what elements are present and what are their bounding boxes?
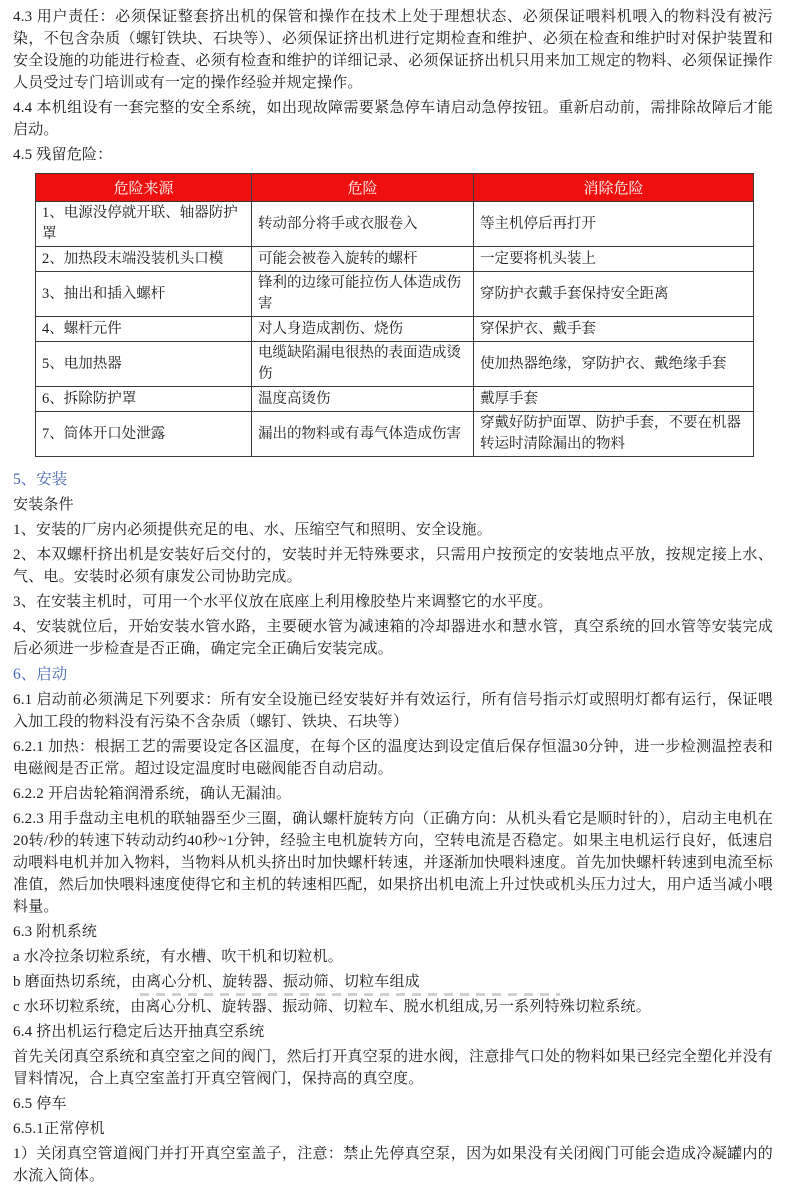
table-row (36, 387, 754, 412)
section-6-startup-heading: 6、启动 (13, 666, 68, 683)
startup-6-3-item-a: a 水冷拉条切粒系统，有水槽、吹干机和切粒机。 (13, 949, 344, 965)
table-cell: 可能会被卷入旋转的螺杆 (252, 247, 474, 272)
table-cell: 穿防护衣戴手套保持安全距离 (474, 272, 754, 317)
table-cell: 温度高烫伤 (252, 387, 474, 412)
startup-6-5-1-item-1: 1）关闭真空管道阀门并打开真空室盖子，注意：禁止先停真空泵，因为如果没有关闭阀门可能会造成冷凝罐内的水流入筒体。 (13, 1146, 773, 1184)
startup-6-1: 6.1 启动前必须满足下列要求：所有安全设施已经安装好并有效运行，所有信号指示灯或照明灯都有运行，保证喂入加工段的物料没有污染不含杂质（螺钉、铁块、石块等） (13, 692, 773, 730)
startup-6-5-stop: 6.5 停车 (13, 1096, 67, 1112)
table-row (36, 247, 754, 272)
install-item-4: 4、安装就位后，开始安装水管水路，主要硬水管为减速箱的冷却器进水和慧水管，真空系统的回水管等安装完成后必须进一步检查是否正确，确定完全正确后安装完成。 (13, 619, 773, 657)
hazard-table-header-danger: 危险 (252, 174, 474, 202)
table-cell: 戴厚手套 (474, 387, 754, 412)
table-cell: 对人身造成割伤、烧伤 (252, 317, 474, 342)
table-row (36, 342, 754, 387)
table-row (36, 272, 754, 317)
startup-6-2-2-gearbox: 6.2.2 开启齿轮箱润滑系统，确认无漏油。 (13, 786, 292, 802)
table-cell: 电缆缺陷漏电很热的表面造成烫伤 (252, 342, 474, 387)
table-cell: 使加热器绝缘，穿防护衣、戴绝缘手套 (474, 342, 754, 387)
section-5-install-heading: 5、安装 (13, 471, 68, 488)
table-cell: 6、拆除防护罩 (36, 387, 252, 412)
paragraph-4-5-residual-hazard: 4.5 残留危险： (13, 147, 113, 163)
hazard-table-header-elimination: 消除危险 (474, 174, 754, 202)
table-cell: 转动部分将手或衣服卷入 (252, 202, 474, 247)
install-item-1: 1、安装的厂房内必须提供充足的电、水、压缩空气和照明、安全设施。 (13, 522, 492, 538)
table-row (36, 317, 754, 342)
table-row (36, 202, 754, 247)
table-cell: 1、电源没停就开联、轴器防护罩 (36, 202, 252, 247)
table-cell: 锋利的边缘可能拉伤人体造成伤害 (252, 272, 474, 317)
startup-6-3-item-b: b 磨面热切系统，由离心分机、旋转器、振动筛、切粒车组成 (13, 974, 420, 990)
table-cell: 5、电加热器 (36, 342, 252, 387)
table-cell: 2、加热段末端没装机头口模 (36, 247, 252, 272)
startup-6-3-auxiliary: 6.3 附机系统 (13, 924, 98, 940)
startup-6-3-item-c: c 水环切粒系统，由离心分机、旋转器、振动筛、切粒车、脱水机组成,另一系列特殊切粒系统。 (13, 999, 651, 1015)
table-cell: 7、筒体开口处泄露 (36, 412, 252, 457)
install-conditions-label: 安装条件 (13, 497, 74, 513)
table-cell: 4、螺杆元件 (36, 317, 252, 342)
table-cell: 漏出的物料或有毒气体造成伤害 (252, 412, 474, 457)
startup-6-2-3-motor: 6.2.3 用手盘动主电机的联轴器至少三圈，确认螺杆旋转方向（正确方向：从机头看它是顺时针的），启动主电机在20转/秒的转速下转动动约40秒~1分钟，经验主电机旋转方向，空转电流是否稳定。如果主电机运行良好，低速启动喂料电机并加入物料，当物料从机头挤出时加快螺杆转速，并逐渐加快喂料速度。首先加快螺杆转速到电流至标准值，然后加快喂料速度使得它和主机的转速相匹配，如果挤出机电流上升过快或机头压力过大，用户适当减小喂料量。 (13, 811, 774, 915)
startup-6-2-1-heating: 6.2.1 加热：根据工艺的需要设定各区温度，在每个区的温度达到设定值后保存恒温30分钟，进一步检测温控表和电磁阀是否正常。超过设定温度时电磁阀能否自动启动。 (13, 739, 773, 777)
install-item-3: 3、在安装主机时，可用一个水平仪放在底座上利用橡胶垫片来调整它的水平度。 (13, 594, 553, 610)
install-item-2: 2、本双螺杆挤出机是安装好后交付的，安装时并无特殊要求，只需用户按预定的安装地点平放，按规定接上水、气、电。安装时必须有康发公司协助完成。 (13, 547, 773, 585)
table-cell: 穿保护衣、戴手套 (474, 317, 754, 342)
hazard-table-header-row (36, 174, 754, 202)
cutoff-next-line-fragment (140, 993, 560, 996)
startup-6-5-1-normal-stop: 6.5.1正常停机 (13, 1121, 105, 1137)
table-cell: 穿戴好防护面罩、防护手套，不要在机器转运时清除漏出的物料 (474, 412, 754, 457)
paragraph-4-4-safety-system: 4.4 本机组设有一套完整的安全系统，如出现故障需要紧急停车请启动急停按钮。重新启动前，需排除故障后才能启动。 (13, 100, 773, 138)
table-cell: 等主机停后再打开 (474, 202, 754, 247)
startup-6-4-vacuum-heading: 6.4 挤出机运行稳定后达开抽真空系统 (13, 1024, 265, 1040)
table-cell: 一定要将机头装上 (474, 247, 754, 272)
hazard-table (35, 173, 754, 457)
startup-6-4-vacuum-body: 首先关闭真空系统和真空室之间的阀门，然后打开真空泵的进水阀，注意排气口处的物料如果已经完全塑化并没有冒料情况，合上真空室盖打开真空管阀门，保持高的真空度。 (13, 1049, 774, 1087)
table-row (36, 412, 754, 457)
table-cell: 3、抽出和插入螺杆 (36, 272, 252, 317)
paragraph-4-3-user-responsibility: 4.3 用户责任：必须保证整套挤出机的保管和操作在技术上处于理想状态、必须保证喂料机喂入的物料没有被污染，不包含杂质（螺钉铁块、石块等）、必须保证挤出机进行定期检查和维护、必须在检查和维护时对保护装置和安全设施的功能进行检查、必须有检查和维护的详细记录、必须保证挤出机只用来加工规定的物料、必须保证操作人员受过专门培训或有一定的操作经验并规定操作。 (13, 9, 774, 91)
hazard-table-header-source: 危险来源 (36, 174, 252, 202)
